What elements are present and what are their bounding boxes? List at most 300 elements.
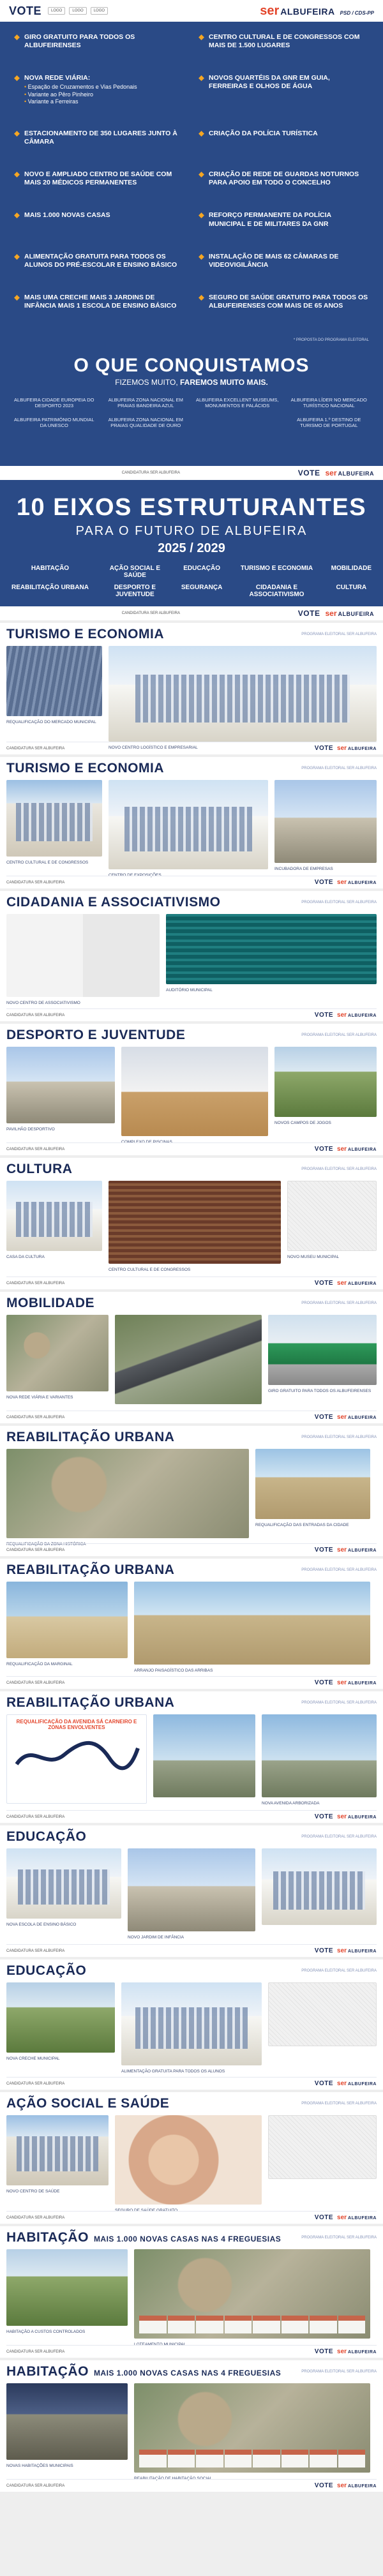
section-title bbox=[6, 2364, 281, 2379]
section-column bbox=[274, 1047, 377, 1145]
footer-label: CANDIDATURA SER ALBUFEIRA bbox=[6, 746, 65, 751]
brand-name: ALBUFEIRA bbox=[348, 2350, 377, 2355]
brand-ser: ser bbox=[337, 1813, 347, 1820]
section-header bbox=[6, 1562, 377, 1578]
brand-name: ALBUFEIRA bbox=[348, 1548, 377, 1553]
footer-label: CANDIDATURA SER ALBUFEIRA bbox=[121, 611, 181, 615]
eixos-subtitle: PARA O FUTURO DE ALBUFEIRA bbox=[75, 524, 308, 538]
section-header bbox=[6, 2364, 377, 2379]
project-image bbox=[109, 780, 268, 869]
promise-text: ESTACIONAMENTO DE 350 LUGARES JUNTO À CÂMARA bbox=[24, 130, 177, 146]
promise-item bbox=[199, 253, 369, 288]
section-column bbox=[134, 2249, 370, 2348]
program-sections bbox=[0, 623, 383, 2492]
section-source: PROGRAMA ELEITORAL SER ALBUFEIRA bbox=[301, 1701, 377, 1705]
achievement-item: ALBUFEIRA PATRIMÓNIO MUNDIAL DA UNESCO bbox=[13, 416, 94, 429]
vote-label: VOTE bbox=[314, 2348, 334, 2355]
conquistamos-panel bbox=[0, 346, 383, 480]
project-image bbox=[109, 646, 377, 742]
avenue-route bbox=[17, 1743, 138, 1769]
section-body bbox=[6, 646, 377, 751]
section-title bbox=[6, 1562, 174, 1578]
section-footer bbox=[6, 2077, 377, 2087]
brand-name: ALBUFEIRA bbox=[348, 1014, 377, 1018]
project-image bbox=[274, 780, 377, 863]
brand-logo bbox=[337, 2348, 377, 2355]
bullet-icon bbox=[199, 254, 204, 260]
project-caption: GIRO GRATUITO PARA TODOS OS ALBUFEIRENSES bbox=[268, 1389, 372, 1393]
section-body bbox=[6, 2249, 377, 2348]
partner-logos bbox=[48, 7, 253, 15]
section-title-text: MOBILIDADE bbox=[6, 1296, 94, 1310]
promise-text: ALIMENTAÇÃO GRATUITA PARA TODOS OS ALUNOS DO PRÉ-ESCOLAR E ENSINO BÁSICO bbox=[24, 252, 177, 269]
eixo-item: CIDADANIA E ASSOCIATIVISMO bbox=[249, 584, 304, 598]
promise-item bbox=[14, 211, 184, 247]
promise-item bbox=[14, 74, 184, 124]
promise-text: CRIAÇÃO DA POLÍCIA TURÍSTICA bbox=[209, 130, 318, 137]
footer-label: CANDIDATURA SER ALBUFEIRA bbox=[6, 1815, 65, 1819]
section-header bbox=[6, 1162, 377, 1177]
brand-name: ALBUFEIRA bbox=[338, 611, 374, 617]
project-caption: REQUALIFICAÇÃO DA ZONA HISTÓRICA bbox=[6, 1542, 86, 1546]
building-facade bbox=[135, 675, 350, 723]
section-header bbox=[6, 761, 377, 776]
section-footer bbox=[6, 742, 377, 752]
section-body bbox=[6, 1714, 377, 1806]
brand-ser: ser bbox=[337, 745, 347, 752]
section-column bbox=[268, 2115, 377, 2213]
section-source: PROGRAMA ELEITORAL SER ALBUFEIRA bbox=[301, 767, 377, 770]
brand-name: ALBUFEIRA bbox=[348, 1416, 377, 1420]
promises-footnote: * PROPOSTA DO PROGRAMA ELEITORAL bbox=[293, 338, 369, 342]
building-facade bbox=[18, 1869, 110, 1905]
project-caption: NOVOS CAMPOS DE JOGOS bbox=[274, 1121, 331, 1125]
section-column bbox=[262, 1848, 377, 1940]
achievement-item: ALBUFEIRA ZONA NACIONAL EM PRAIAS BANDEIRA AZUL bbox=[108, 397, 183, 409]
brand-name: ALBUFEIRA bbox=[348, 1949, 377, 1954]
section-body bbox=[6, 1449, 377, 1547]
promise-item bbox=[199, 33, 369, 69]
promise-subitem: • Espação de Cruzamentos e Vias Pedonais bbox=[24, 84, 137, 91]
promise-subitem: • Variante ao Pêro Pinheiro bbox=[24, 91, 137, 98]
promise-item bbox=[199, 170, 369, 206]
section-source: PROGRAMA ELEITORAL SER ALBUFEIRA bbox=[301, 2236, 377, 2240]
program-section bbox=[0, 623, 383, 754]
map-title: REQUALIFICAÇÃO DA AVENIDA SÁ CARNEIRO E ZONAS ENVOLVENTES bbox=[16, 1719, 137, 1730]
project-caption: CASA DA CULTURA bbox=[6, 1255, 45, 1259]
footer-label: CANDIDATURA SER ALBUFEIRA bbox=[6, 1147, 65, 1151]
program-section bbox=[0, 891, 383, 1021]
section-column bbox=[6, 1982, 115, 2074]
promises-grid bbox=[0, 22, 383, 338]
section-title bbox=[6, 1430, 174, 1445]
project-caption: CENTRO DE EXPOSIÇÕES bbox=[109, 873, 161, 878]
footer-label: CANDIDATURA SER ALBUFEIRA bbox=[6, 2215, 65, 2220]
houses-row bbox=[139, 2450, 365, 2467]
project-image bbox=[121, 1982, 262, 2065]
section-title bbox=[6, 2096, 169, 2111]
project-caption: SEGURO DE SAÚDE GRATUITO bbox=[115, 2208, 177, 2213]
promise-text: CENTRO CULTURAL E DE CONGRESSOS COM MAIS DE 1.500 LUGARES bbox=[209, 33, 360, 50]
section-footer bbox=[6, 2479, 377, 2489]
section-title-text: REABILITAÇÃO URBANA bbox=[6, 1695, 175, 1710]
project-image bbox=[166, 914, 377, 984]
promise-item bbox=[14, 33, 184, 69]
section-title bbox=[6, 2230, 281, 2245]
section-source: PROGRAMA ELEITORAL SER ALBUFEIRA bbox=[301, 633, 377, 636]
brand-name: ALBUFEIRA bbox=[348, 1148, 377, 1152]
brand-ser: ser bbox=[337, 1012, 347, 1019]
project-image bbox=[255, 1449, 370, 1519]
promise-item bbox=[199, 211, 369, 247]
section-column bbox=[6, 1582, 128, 1674]
vote-label: VOTE bbox=[314, 1679, 334, 1686]
section-title-text: CULTURA bbox=[6, 1162, 73, 1176]
section-footer bbox=[6, 2345, 377, 2355]
program-section bbox=[0, 1426, 383, 1556]
section-title-text: TURISMO E ECONOMIA bbox=[6, 627, 165, 641]
brand-ser: ser bbox=[337, 1280, 347, 1287]
bullet-icon bbox=[14, 295, 20, 301]
program-section bbox=[0, 1158, 383, 1289]
tagline-bold: FAREMOS MUITO MAIS. bbox=[180, 378, 268, 387]
house-shape bbox=[196, 2450, 223, 2467]
partner-logo: LOGO bbox=[69, 7, 86, 15]
section-body bbox=[6, 1848, 377, 1940]
section-source: PROGRAMA ELEITORAL SER ALBUFEIRA bbox=[301, 1969, 377, 1973]
section-column bbox=[121, 1047, 268, 1145]
project-image bbox=[6, 1714, 147, 1804]
avenue-route-map bbox=[13, 1735, 141, 1774]
house-shape bbox=[253, 2316, 280, 2333]
partner-logo: LOGO bbox=[91, 7, 108, 15]
brand-name: ALBUFEIRA bbox=[348, 2082, 377, 2086]
section-title-text: TURISMO E ECONOMIA bbox=[6, 761, 165, 775]
section-body bbox=[6, 2115, 377, 2213]
section-column bbox=[268, 1315, 377, 1404]
section-title-text: HABITAÇÃO bbox=[6, 2230, 89, 2245]
brand-ser: ser bbox=[325, 468, 337, 477]
brand-ser: ser bbox=[325, 609, 337, 618]
house-shape bbox=[225, 2316, 252, 2333]
section-column bbox=[121, 1982, 262, 2074]
eixos-footer bbox=[0, 606, 383, 620]
promise-item bbox=[199, 74, 369, 124]
eixos-years: 2025 / 2029 bbox=[158, 541, 225, 555]
bullet-icon bbox=[199, 34, 204, 40]
section-footer bbox=[6, 1142, 377, 1153]
promise-item bbox=[14, 130, 184, 165]
footer-label: CANDIDATURA SER ALBUFEIRA bbox=[6, 1949, 65, 1953]
program-section bbox=[0, 2092, 383, 2224]
promise-text: GIRO GRATUITO PARA TODOS OS ALBUFEIRENSES bbox=[24, 33, 135, 50]
promise-text: CRIAÇÃO DE REDE DE GUARDAS NOTURNOS PARA APOIO EM TODO O CONCELHO bbox=[209, 170, 359, 187]
promise-text: MAIS UMA CRECHE MAIS 3 JARDINS DE INFÂNCIA MAIS 1 ESCOLA DE ENSINO BÁSICO bbox=[24, 293, 177, 310]
section-title bbox=[6, 1829, 86, 1845]
eixo-item: TURISMO E ECONOMIA bbox=[240, 565, 313, 572]
section-column bbox=[109, 646, 377, 751]
promise-text: SEGURO DE SAÚDE GRATUITO PARA TODOS OS ALBUFEIRENSES COM MAIS DE 65 ANOS bbox=[209, 293, 368, 310]
section-footer bbox=[6, 2211, 377, 2221]
partner-logo: LOGO bbox=[48, 7, 65, 15]
brand-logo bbox=[337, 1947, 377, 1954]
brand-ser: ser bbox=[260, 3, 280, 18]
brand-name: ALBUFEIRA bbox=[348, 1681, 377, 1686]
section-column bbox=[6, 646, 102, 751]
eixos-panel bbox=[0, 480, 383, 620]
house-shape bbox=[310, 2450, 337, 2467]
project-caption: HABITAÇÃO A CUSTOS CONTROLADOS bbox=[6, 2330, 86, 2334]
section-header bbox=[6, 1829, 377, 1845]
eixos-list bbox=[11, 565, 372, 598]
house-shape bbox=[168, 2450, 195, 2467]
tagline-normal: FIZEMOS MUITO, bbox=[115, 378, 178, 387]
section-subtitle: MAIS 1.000 NOVAS CASAS NAS 4 FREGUESIAS bbox=[93, 2369, 282, 2378]
promise-text: NOVOS QUARTÉIS DA GNR EM GUIA, FERREIRAS E OLHOS DE ÁGUA bbox=[209, 74, 330, 91]
bullet-icon bbox=[199, 172, 204, 177]
footer-label: CANDIDATURA SER ALBUFEIRA bbox=[6, 1013, 65, 1017]
promise-text: NOVA REDE VIÁRIA: bbox=[24, 74, 91, 82]
building-facade bbox=[16, 1202, 93, 1237]
eixo-item: HABITAÇÃO bbox=[31, 565, 70, 572]
brand-logo bbox=[337, 1280, 377, 1287]
section-column bbox=[115, 2115, 262, 2213]
house-shape bbox=[196, 2316, 223, 2333]
footer-label: CANDIDATURA SER ALBUFEIRA bbox=[6, 880, 65, 885]
vote-label: VOTE bbox=[314, 879, 334, 886]
project-caption: ARRANJO PAISAGÍSTICO DAS ARRIBAS bbox=[134, 1668, 213, 1673]
promise-item bbox=[14, 253, 184, 288]
section-source: PROGRAMA ELEITORAL SER ALBUFEIRA bbox=[301, 1167, 377, 1171]
project-image bbox=[153, 1714, 255, 1797]
brand-ser: ser bbox=[337, 2482, 347, 2489]
footer-label: CANDIDATURA SER ALBUFEIRA bbox=[6, 2483, 65, 2488]
project-image bbox=[268, 1315, 377, 1385]
section-header bbox=[6, 895, 377, 910]
section-title-text: AÇÃO SOCIAL E SAÚDE bbox=[6, 2096, 170, 2111]
project-image bbox=[262, 1714, 377, 1797]
project-image bbox=[268, 1982, 377, 2046]
project-image bbox=[115, 1315, 262, 1404]
brand-ser: ser bbox=[337, 1679, 347, 1686]
section-footer bbox=[6, 1944, 377, 1954]
section-body bbox=[6, 2383, 377, 2482]
conquistamos-tagline bbox=[11, 378, 372, 387]
section-column bbox=[153, 1714, 255, 1806]
project-image bbox=[287, 1181, 377, 1251]
project-image bbox=[134, 1582, 370, 1665]
project-image bbox=[6, 1315, 109, 1391]
project-image bbox=[115, 2115, 262, 2205]
project-caption: REQUALIFICAÇÃO DO MERCADO MUNICIPAL bbox=[6, 720, 96, 724]
vote-label: VOTE bbox=[314, 1546, 334, 1554]
project-caption: AUDITÓRIO MUNICIPAL bbox=[166, 988, 213, 992]
project-image bbox=[268, 2115, 377, 2179]
section-column bbox=[6, 1449, 249, 1547]
brand-logo bbox=[337, 1012, 377, 1019]
footer-label: CANDIDATURA SER ALBUFEIRA bbox=[6, 1415, 65, 1419]
vote-label: VOTE bbox=[314, 1146, 334, 1153]
project-caption: NOVA ESCOLA DE ENSINO BÁSICO bbox=[6, 1922, 77, 1927]
project-caption: ALIMENTAÇÃO GRATUITA PARA TODOS OS ALUNOS bbox=[121, 2069, 225, 2074]
section-header bbox=[6, 1963, 377, 1979]
project-caption: REABILITAÇÃO DE HABITAÇÃO SOCIAL bbox=[134, 2476, 213, 2481]
project-caption: NOVAS HABITAÇÕES MUNICIPAIS bbox=[6, 2464, 73, 2468]
vote-label: VOTE bbox=[297, 609, 320, 618]
program-section bbox=[0, 1292, 383, 1423]
brand-logo bbox=[325, 609, 374, 618]
brand-name: ALBUFEIRA bbox=[348, 1815, 377, 1820]
project-image bbox=[6, 2115, 109, 2185]
program-section bbox=[0, 1691, 383, 1823]
section-body bbox=[6, 780, 377, 878]
brand-name: ALBUFEIRA bbox=[338, 470, 374, 477]
vote-label: VOTE bbox=[314, 2080, 334, 2087]
section-body bbox=[6, 1181, 377, 1273]
project-image bbox=[6, 914, 160, 997]
brand-logo bbox=[337, 2214, 377, 2221]
project-caption: INCUBADORA DE EMPRESAS bbox=[274, 867, 333, 871]
section-column bbox=[109, 780, 268, 878]
project-image bbox=[262, 1848, 377, 1925]
section-title-text: HABITAÇÃO bbox=[6, 2364, 89, 2379]
project-caption: REQUALIFICAÇÃO DA MARGINAL bbox=[6, 1662, 73, 1666]
section-header bbox=[6, 1430, 377, 1445]
achievement-item: ALBUFEIRA EXCELLENT MUSEUMS, MONUMENTOS E PALÁCIOS bbox=[196, 397, 279, 409]
section-source: PROGRAMA ELEITORAL SER ALBUFEIRA bbox=[301, 2102, 377, 2106]
project-image bbox=[128, 1848, 255, 1931]
section-title bbox=[6, 1296, 94, 1311]
vote-label: VOTE bbox=[314, 1012, 334, 1019]
brand-name: ALBUFEIRA bbox=[348, 1282, 377, 1286]
section-source: PROGRAMA ELEITORAL SER ALBUFEIRA bbox=[301, 1568, 377, 1572]
project-caption: LOTEAMENTO MUNICIPAL bbox=[134, 2342, 186, 2347]
section-header bbox=[6, 1695, 377, 1711]
project-caption: PAVILHÃO DESPORTIVO bbox=[6, 1127, 55, 1132]
promise-item bbox=[14, 294, 184, 329]
program-section bbox=[0, 2360, 383, 2492]
section-source: PROGRAMA ELEITORAL SER ALBUFEIRA bbox=[301, 901, 377, 904]
project-image bbox=[134, 2383, 370, 2473]
section-source: PROGRAMA ELEITORAL SER ALBUFEIRA bbox=[301, 1301, 377, 1305]
vote-label: VOTE bbox=[297, 468, 320, 477]
section-title-text: REABILITAÇÃO URBANA bbox=[6, 1430, 175, 1444]
building-facade bbox=[135, 2007, 248, 2049]
bullet-icon bbox=[199, 131, 204, 137]
achievement-item: ALBUFEIRA CIDADE EUROPEIA DO DESPORTO 2023 bbox=[14, 397, 94, 409]
project-image bbox=[6, 1449, 249, 1538]
conquistamos-title: O QUE CONQUISTAMOS bbox=[73, 355, 310, 376]
section-column bbox=[255, 1449, 370, 1547]
brand-ser: ser bbox=[337, 1146, 347, 1153]
promise-text: INSTALAÇÃO DE MAIS 62 CÂMARAS DE VIDEOVIGILÂNCIA bbox=[209, 252, 339, 269]
project-image bbox=[6, 1047, 115, 1123]
section-title-text: CIDADANIA E ASSOCIATIVISMO bbox=[6, 895, 221, 910]
brand-logo bbox=[337, 1146, 377, 1153]
section-title bbox=[6, 761, 164, 776]
section-footer bbox=[6, 1543, 377, 1554]
project-image bbox=[274, 1047, 377, 1117]
section-column bbox=[6, 2249, 128, 2348]
section-column bbox=[128, 1848, 255, 1940]
house-shape bbox=[282, 2450, 309, 2467]
section-body bbox=[6, 1315, 377, 1404]
bullet-icon bbox=[199, 213, 204, 218]
vote-label: VOTE bbox=[314, 1813, 334, 1820]
footer-label: CANDIDATURA SER ALBUFEIRA bbox=[6, 2081, 65, 2086]
eixo-item: SEGURANÇA bbox=[181, 584, 223, 591]
brand-logo bbox=[337, 1679, 377, 1686]
project-caption: NOVA REDE VIÁRIA E VARIANTES bbox=[6, 1395, 73, 1400]
promise-text: REFORÇO PERMANENTE DA POLÍCIA MUNICIPAL E DE MILITARES DA GNR bbox=[209, 211, 331, 228]
section-header bbox=[6, 1028, 377, 1043]
building-facade bbox=[273, 1871, 365, 1910]
section-column bbox=[6, 1714, 147, 1806]
project-caption: REQUALIFICAÇÃO DAS ENTRADAS DA CIDADE bbox=[255, 1523, 349, 1527]
achievement-item: ALBUFEIRA LÍDER NO MERCADO TURÍSTICO NACIONAL bbox=[290, 397, 367, 409]
vote-label: VOTE bbox=[314, 1414, 334, 1421]
project-image bbox=[6, 1582, 128, 1658]
brand-logo bbox=[325, 468, 374, 477]
section-title bbox=[6, 1028, 185, 1043]
brand-ser: ser bbox=[337, 879, 347, 886]
section-footer bbox=[6, 1411, 377, 1421]
brand-name: ALBUFEIRA bbox=[348, 2216, 377, 2220]
section-title-text: REABILITAÇÃO URBANA bbox=[6, 1562, 175, 1577]
section-column bbox=[6, 1047, 115, 1145]
brand-logo bbox=[337, 1813, 377, 1820]
vote-label: VOTE bbox=[314, 2214, 334, 2221]
houses-row bbox=[139, 2316, 365, 2333]
bullet-icon bbox=[14, 254, 20, 260]
brand-logo bbox=[337, 1546, 377, 1554]
promise-subitem: • Variante a Ferreiras bbox=[24, 98, 137, 105]
eixo-item: EDUCAÇÃO bbox=[183, 565, 220, 572]
section-source: PROGRAMA ELEITORAL SER ALBUFEIRA bbox=[301, 1033, 377, 1037]
achievement-item bbox=[195, 417, 280, 429]
vote-label: VOTE bbox=[314, 1280, 334, 1287]
section-header bbox=[6, 627, 377, 642]
vote-label: VOTE bbox=[314, 745, 334, 752]
section-footer bbox=[6, 1676, 377, 1686]
eixo-item: AÇÃO SOCIAL E SAÚDE bbox=[109, 565, 161, 579]
promises-panel bbox=[0, 22, 383, 346]
project-caption: NOVO CENTRO LOGÍSTICO E EMPRESARIAL bbox=[109, 745, 198, 750]
eixo-item: CULTURA bbox=[336, 584, 367, 591]
bullet-icon bbox=[199, 75, 204, 81]
section-title bbox=[6, 1963, 86, 1979]
section-body bbox=[6, 1047, 377, 1145]
project-caption: NOVO CENTRO DE SAÚDE bbox=[6, 2189, 60, 2194]
bullet-icon bbox=[199, 295, 204, 301]
section-title bbox=[6, 895, 220, 910]
bullet-icon bbox=[14, 172, 20, 177]
house-shape bbox=[139, 2450, 167, 2467]
section-subtitle: MAIS 1.000 NOVAS CASAS NAS 4 FREGUESIAS bbox=[93, 2235, 282, 2243]
project-image bbox=[121, 1047, 268, 1136]
brand-name: ALBUFEIRA bbox=[348, 2484, 377, 2489]
program-section bbox=[0, 2226, 383, 2358]
section-column bbox=[166, 914, 377, 1006]
vote-label: VOTE bbox=[314, 2482, 334, 2489]
project-caption: NOVA CRECHE MUNICIPAL bbox=[6, 2056, 60, 2061]
building-facade bbox=[16, 803, 93, 841]
house-shape bbox=[338, 2450, 366, 2467]
program-section bbox=[0, 757, 383, 888]
section-column bbox=[268, 1982, 377, 2074]
section-footer bbox=[6, 876, 377, 886]
house-shape bbox=[310, 2316, 337, 2333]
